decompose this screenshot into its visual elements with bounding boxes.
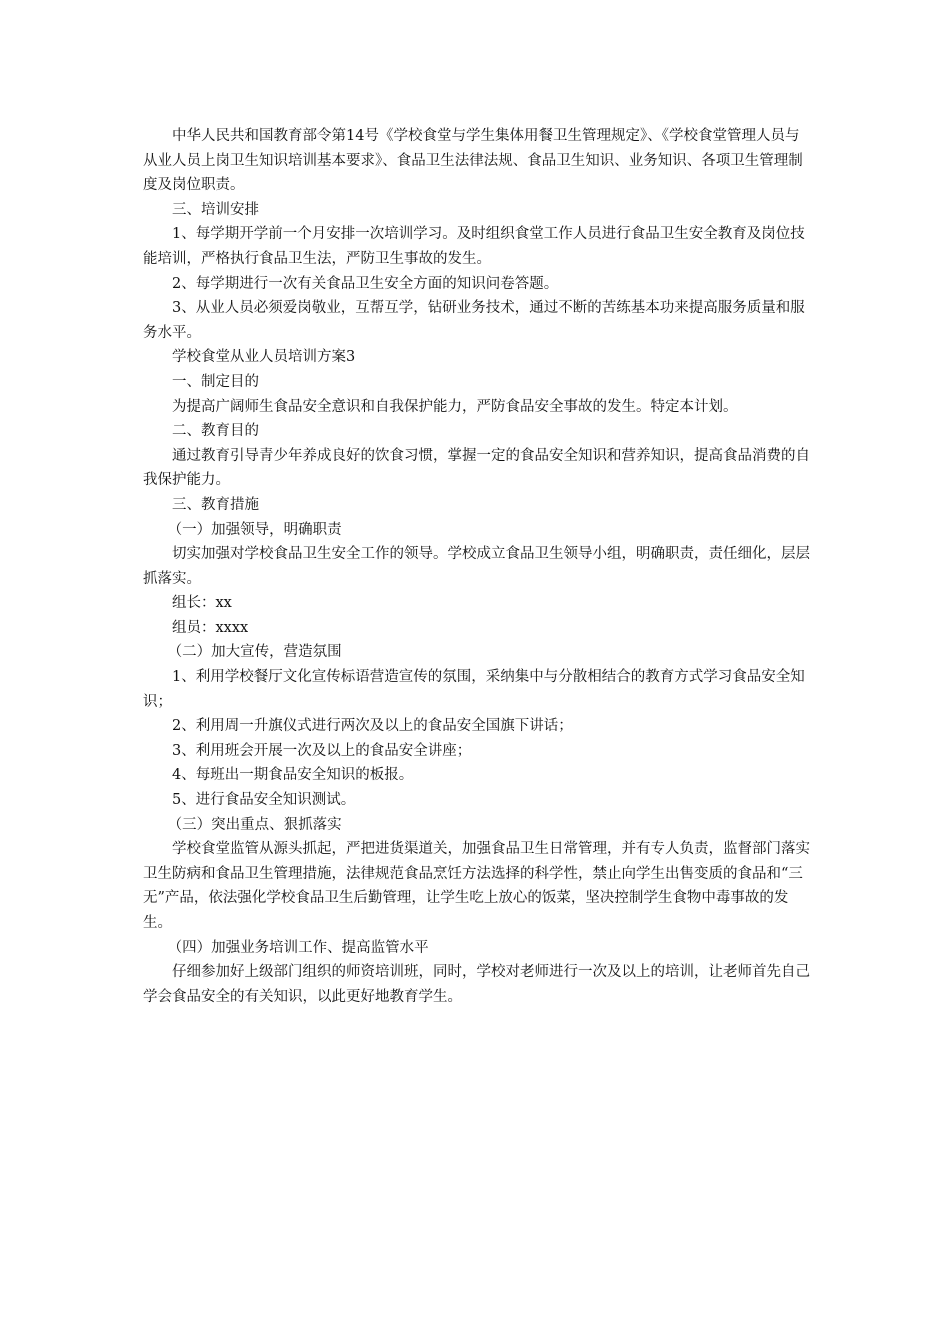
paragraph-arrangement-3: 3、从业人员必须爱岗敬业，互帮互学，钻研业务技术，通过不断的苦练基本功来提高服务质量和服务水平。 [143, 300, 805, 341]
paragraph-purpose: 为提高广阔师生食品安全意识和自我保护能力，严防食品安全事故的发生。特定本计划。 [172, 398, 738, 415]
section-title-plan-3: 学校食堂从业人员培训方案3 [172, 349, 356, 366]
paragraph-arrangement-1: 1、每学期开学前一个月安排一次培训学习。及时组织食堂工作人员进行食品卫生安全教育及岗位技能培训，严格执行食品卫生法，严防卫生事故的发生。 [143, 226, 805, 267]
paragraph-publicity-3: 3、利用班会开展一次及以上的食品安全讲座； [172, 742, 472, 759]
paragraph-publicity-5: 5、进行食品安全知识测试。 [172, 792, 356, 809]
subheading-key-points: （三）突出重点、狠抓落实 [167, 816, 342, 833]
heading-education-measures: 三、教育措施 [172, 496, 259, 513]
paragraph-arrangement-2: 2、每学期进行一次有关食品卫生安全方面的知识问卷答题。 [172, 275, 559, 292]
paragraph-leadership: 切实加强对学校食品卫生安全工作的领导。学校成立食品卫生领导小组，明确职责，责任细化，层层抓落实。 [143, 546, 810, 587]
heading-education-goal: 二、教育目的 [172, 423, 259, 440]
paragraph-team-members: 组员：xxxx [172, 619, 249, 636]
paragraph-publicity-4: 4、每班出一期食品安全知识的板报。 [172, 767, 414, 784]
heading-training-arrangement: 三、培训安排 [172, 201, 259, 218]
paragraph-key-points: 学校食堂监管从源头抓起，严把进货渠道关，加强食品卫生日常管理，并有专人负责，监督部门落实卫生防病和食品卫生管理措施，法律规范食品烹饪方法选择的科学性，禁止向学生出售变质的食品和“三无”产品，依法强化学校食品卫生后勤管理，让学生吃上放心的饭菜，坚决控制学生食物中毒事故的发生。 [143, 841, 810, 931]
paragraph-regulations: 中华人民共和国教育部令第14号《学校食堂与学生集体用餐卫生管理规定》、《学校食堂管理人员与从业人员上岗卫生知识培训基本要求》、食品卫生法律法规、食品卫生知识、业务知识、各项卫生管理制度及岗位职责。 [143, 128, 803, 194]
paragraph-education-goal: 通过教育引导青少年养成良好的饮食习惯，掌握一定的食品安全知识和营养知识，提高食品消费的自我保护能力。 [143, 447, 810, 489]
paragraph-business-training: 仔细参加好上级部门组织的师资培训班，同时，学校对老师进行一次及以上的培训，让老师首先自己学会食品安全的有关知识，以此更好地教育学生。 [143, 964, 810, 1005]
heading-purpose: 一、制定目的 [172, 373, 259, 390]
paragraph-publicity-1: 1、利用学校餐厅文化宣传标语营造宣传的氛围，采纳集中与分散相结合的教育方式学习食品安全知识； [143, 669, 805, 710]
paragraph-publicity-2: 2、利用周一升旗仪式进行两次及以上的食品安全国旗下讲话； [172, 718, 573, 735]
paragraph-team-leader: 组长：xx [172, 595, 232, 612]
subheading-publicity: （二）加大宣传，营造氛围 [167, 644, 342, 661]
subheading-business-training: （四）加强业务培训工作、提高监管水平 [167, 939, 429, 956]
document-body [143, 124, 811, 1009]
subheading-leadership: （一）加强领导，明确职责 [167, 521, 342, 538]
